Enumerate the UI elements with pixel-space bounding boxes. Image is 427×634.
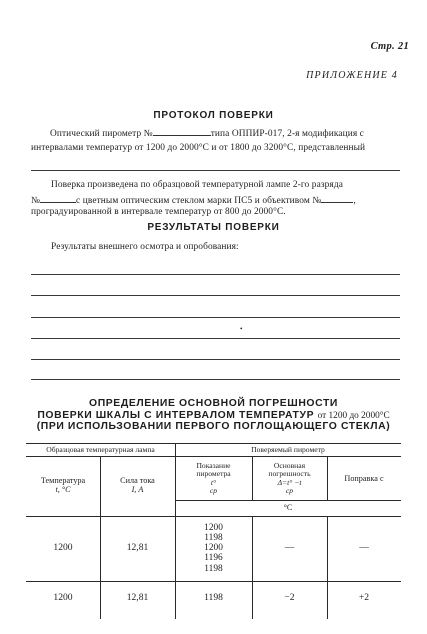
unit-celsius: °С — [283, 503, 293, 512]
appendix-label: ПРИЛОЖЕНИЕ 4 — [306, 70, 398, 81]
glass-objective-text: с цветным оптическим стеклом марки ПС5 и объективом № — [76, 196, 322, 206]
table-row-divider — [26, 581, 401, 582]
header-lamp-group: Образцовая температурная лампа — [46, 445, 155, 454]
pyrometer-type-text: типа ОППИР-017, 2-я модификация с — [210, 129, 364, 139]
table-column-divider — [252, 517, 253, 619]
row2-error: −2 — [284, 592, 295, 603]
pyrometer-number-blank — [153, 135, 211, 136]
blank-line — [31, 379, 400, 380]
header-reading — [175, 462, 252, 495]
definition-title-3: (ПРИ ИСПОЛЬЗОВАНИИ ПЕРВОГО ПОГЛОЩАЮЩЕГО СТЕКЛА) — [36, 421, 391, 432]
intro-line-1 — [50, 129, 364, 139]
table-group-divider — [26, 456, 401, 457]
row1-correction: — — [359, 542, 369, 553]
definition-title-2-range: от 1200 до 2000°С — [317, 411, 390, 421]
blank-line — [31, 317, 400, 318]
pyrometer-number-label: Оптический пирометр № — [50, 129, 153, 139]
table-header-bottom — [26, 516, 401, 517]
results-title: РЕЗУЛЬТАТЫ ПОВЕРКИ — [147, 222, 280, 233]
header-correction: Поправка с — [344, 474, 384, 483]
row1-current: 12,81 — [126, 542, 149, 553]
table-top-border — [26, 443, 401, 444]
page-number: Стр. 21 — [370, 41, 409, 52]
header-pyrometer-group: Поверяемый пирометр — [251, 445, 325, 454]
header-temperature-unit: t, °С — [55, 485, 71, 495]
blank-line — [31, 295, 400, 296]
row2-reading: 1198 — [204, 592, 223, 603]
row1-error: — — [284, 542, 295, 553]
header-current — [100, 476, 175, 494]
protocol-title: ПРОТОКОЛ ПОВЕРКИ — [153, 110, 274, 121]
verification-line-2 — [31, 196, 356, 206]
header-reading-subscript: ср — [209, 486, 218, 496]
lamp-number-label: № — [31, 196, 41, 206]
row2-temperature: 1200 — [53, 592, 73, 603]
blank-line — [31, 170, 400, 171]
header-reading-label-2: пирометра — [196, 469, 231, 479]
row1-reading: 1200 — [204, 543, 223, 554]
definition-title-1: ОПРЕДЕЛЕНИЕ ОСНОВНОЙ ПОГРЕШНОСТИ — [89, 398, 338, 409]
comma: , — [353, 196, 356, 206]
blank-line — [31, 359, 400, 360]
intro-line-2: интервалами температур от 1200 до 2000°С и от 1800 до 3200°С, представленный — [31, 143, 366, 153]
header-current-label: Сила тока — [120, 476, 155, 485]
verification-line-1: Поверка произведена по образцовой температурной лампе 2-го разряда — [51, 180, 343, 190]
header-temperature-label: Температура — [40, 476, 86, 485]
inspection-label: Результаты внешнего осмотра и опробования: — [51, 242, 239, 252]
row1-readings — [175, 523, 252, 574]
row2-current: 12,81 — [126, 592, 149, 603]
row1-reading: 1200 — [204, 523, 223, 533]
blank-line — [31, 338, 400, 339]
header-error-subscript: ср — [285, 486, 294, 496]
table-column-divider — [327, 517, 328, 619]
header-error — [252, 462, 327, 495]
speck: • — [240, 325, 243, 333]
definition-title-2-main: ПОВЕРКИ ШКАЛЫ С ИНТЕРВАЛОМ ТЕМПЕРАТУР — [37, 410, 315, 421]
objective-number-blank — [321, 202, 353, 203]
header-temperature — [26, 476, 100, 494]
row1-temperature: 1200 — [53, 542, 73, 553]
row1-reading: 1196 — [204, 553, 223, 564]
row1-reading: 1198 — [204, 563, 223, 574]
header-current-unit: I, А — [131, 485, 144, 495]
row1-reading: 1198 — [204, 533, 223, 544]
header-error-label-1: Основная — [273, 461, 306, 470]
verification-line-3: проградуированной в интервале температур от 800 до 2000°С. — [31, 207, 286, 217]
header-reading-symbol: t° — [210, 477, 217, 487]
header-reading-label-1: Показание — [196, 461, 231, 470]
definition-title-2 — [0, 410, 427, 421]
header-error-label-2: погрешность — [268, 469, 311, 479]
row2-correction: +2 — [358, 592, 370, 603]
lamp-number-blank — [40, 202, 76, 203]
blank-line — [31, 274, 400, 275]
header-error-formula: Δ=t° −t — [277, 477, 302, 487]
table-unit-divider — [175, 500, 401, 501]
